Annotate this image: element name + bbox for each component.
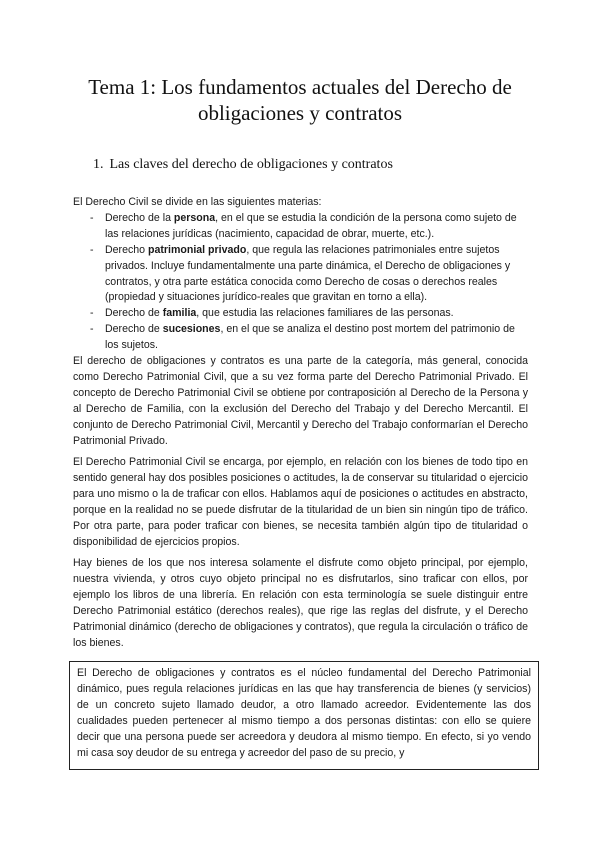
section-heading: [93, 156, 393, 173]
intro-text: El Derecho Civil se divide en las siguientes materias:: [73, 196, 322, 208]
list-item: - Derecho de familia, que estudia las relaciones familiares de las personas.: [73, 306, 528, 322]
list-item: - Derecho patrimonial privado, que regula las relaciones patrimoniales entre sujetos privados. Incluye fundamentalmente una parte dinámica, el Derecho de obligaciones y contratos, y otra parte estática conocida como Derecho de cosas o derechos reales (propiedad y situaciones jurídico-reales que gravitan en torno a ella).: [90, 243, 511, 304]
bold-term: familia: [162, 307, 197, 320]
page-title: Tema 1: Los fundamentos actuales del Derecho de obligaciones y contratos: [88, 75, 512, 125]
boxed-note-text: El Derecho de obligaciones y contratos es el núcleo fundamental del Derecho Patrimonial dinámico, pues regula relaciones jurídicas en las que hay transferencia de bienes (y servicios) de un concreto sujeto llamado deudor, a otro llamado acreedor. Evidentemente las dos cualidades pueden pertenecer al mismo tiempo a dos personas distintas: con ello se quiere decir que una persona puede ser acreedora y deudora al mismo tiempo. En efecto, si yo vendo mi casa soy deudor de su entrega y acreedor del paso de su precio, y: [77, 667, 531, 759]
materias-block: [73, 195, 528, 354]
paragraph: El derecho de obligaciones y contratos es una parte de la categoría, más general, conocida como Derecho Patrimonial Civil, que a su vez forma parte del Derecho Patrimonial Privado. El concepto de Derecho Patrimonial Civil se obtiene por contraposición al Derecho de la Persona y al Derecho de Familia, con la exclusión del Derecho del Trabajo y del Derecho Mercantil. El conjunto de Derecho Patrimonial Civil, Mercantil y Derecho del Trabajo conformarían el Derecho Patrimonial Privado.: [73, 355, 528, 447]
dash-bullet: -: [90, 243, 94, 256]
bold-term: persona: [173, 211, 216, 224]
materias-list: [73, 211, 528, 354]
section-number: 1.: [93, 157, 104, 172]
paragraph: Hay bienes de los que nos interesa solamente el disfrute como objeto principal, por ejemplo, nuestra vivienda, y otros cuyo objeto principal no es disfrutarlos, sino traficar con ellos, por ejemplo los libros de una librería. En relación con esta terminología se suele distinguir entre Derecho Patrimonial estático (derechos reales), que rige las reglas del disfrute, y el Derecho Patrimonial dinámico (derecho de obligaciones y contratos), que regula la circulación o tráfico de los bienes.: [73, 557, 528, 649]
list-item: - Derecho de la persona, en el que se estudia la condición de la persona como sujeto de las relaciones jurídicas (nacimiento, capacidad de obrar, muerte, etc.).: [90, 211, 517, 240]
bold-term: sucesiones: [162, 323, 221, 336]
dash-bullet: -: [90, 323, 94, 336]
paragraph: El Derecho Patrimonial Civil se encarga, por ejemplo, en relación con los bienes de todo tipo en sentido general hay dos posibles posiciones o actitudes, la de conservar su titularidad o ejercicio para uno mismo o la de traficar con ellos. Hablamos aquí de posiciones o actitudes en abstracto, porque en la realidad no se puede disfrutar de la titularidad de un bien sin ningún tipo de tráfico. Por otra parte, para poder traficar con bienes, se necesita también algún tipo de titularidad o disponibilidad de ejercicios propios.: [73, 456, 528, 548]
dash-bullet: -: [90, 211, 94, 224]
boxed-note: [69, 661, 539, 770]
bold-term: patrimonial privado: [148, 243, 247, 256]
list-item: - Derecho de sucesiones, en el que se analiza el destino post mortem del patrimonio de los sujetos.: [90, 323, 515, 352]
section-label: Las claves del derecho de obligaciones y contratos: [109, 157, 393, 172]
dash-bullet: -: [90, 307, 94, 320]
